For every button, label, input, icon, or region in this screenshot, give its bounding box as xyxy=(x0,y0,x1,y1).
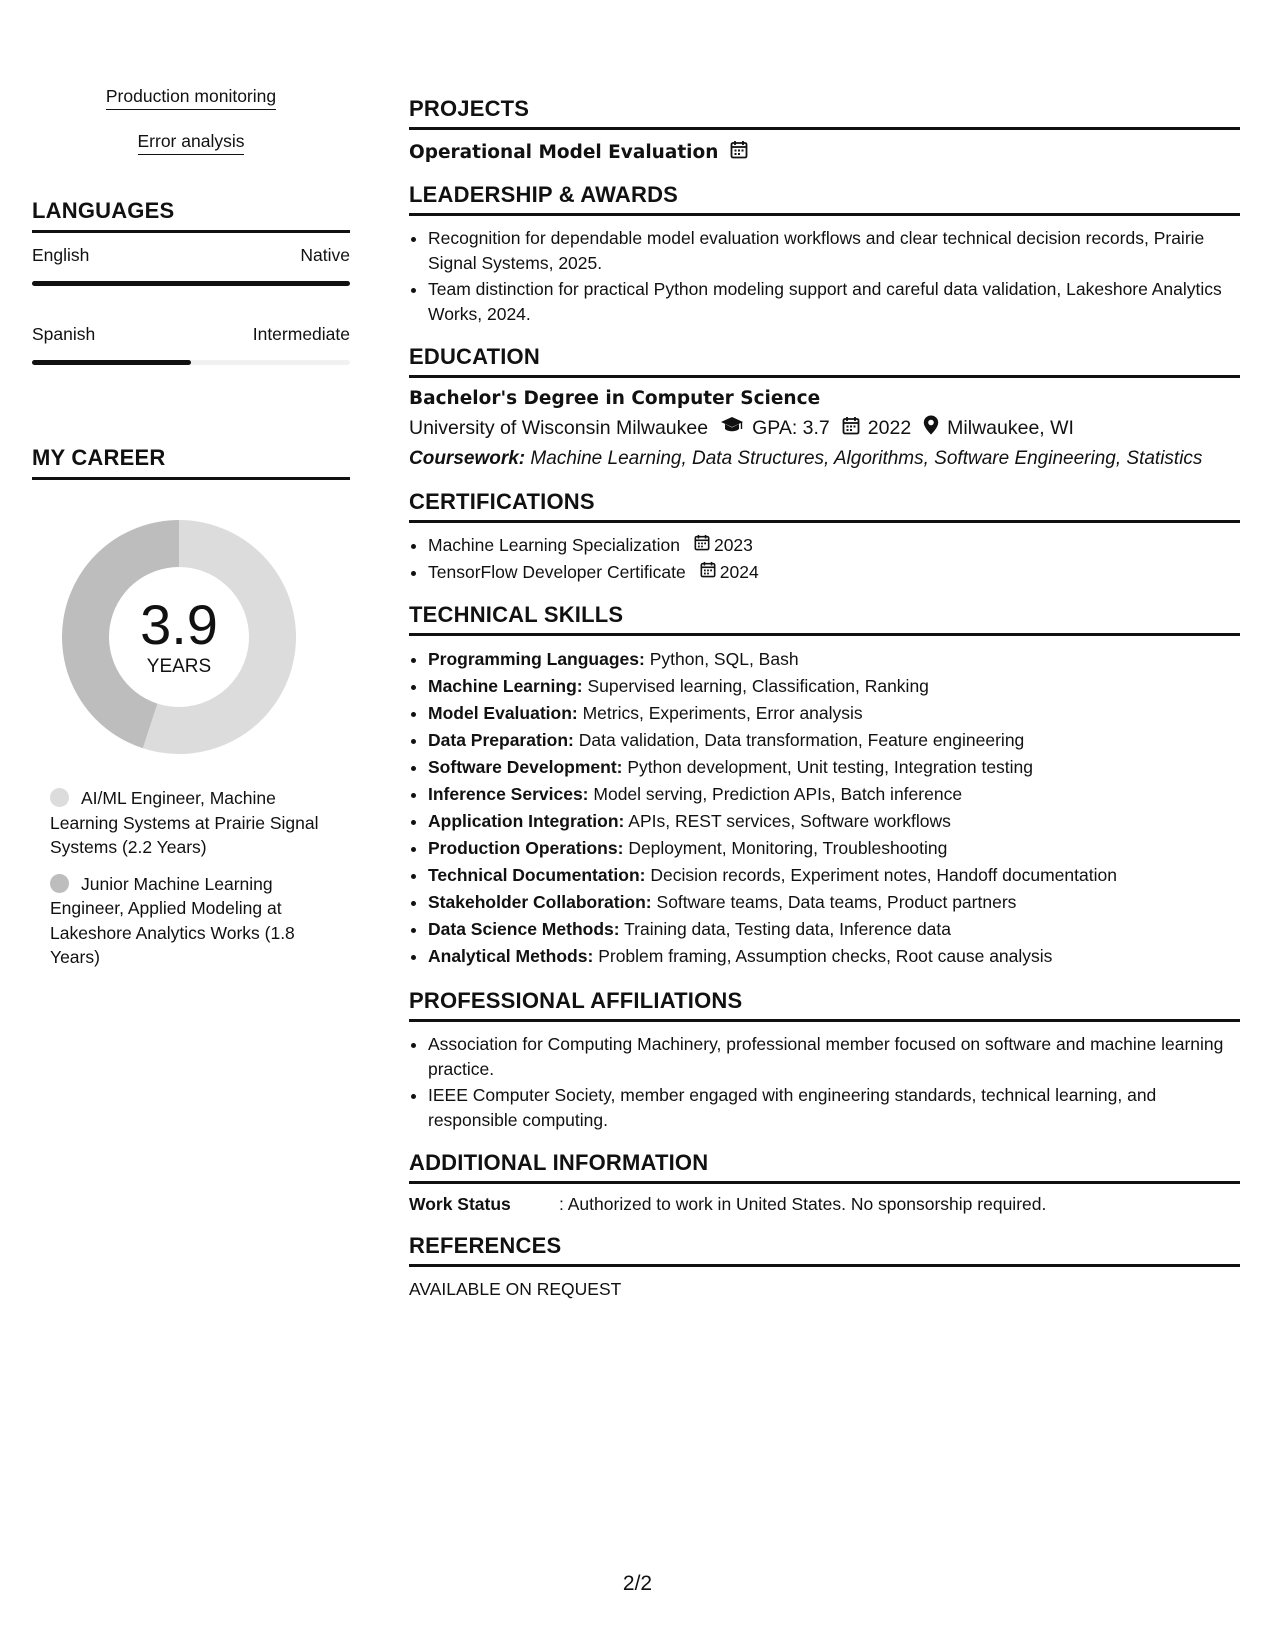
list-item xyxy=(428,916,1240,943)
skill-tags xyxy=(32,86,350,176)
skill-values: Problem framing, Assumption checks, Root cause analysis xyxy=(598,946,1053,966)
school-name: University of Wisconsin Milwaukee xyxy=(409,416,709,439)
list-item xyxy=(428,943,1240,970)
calendar-icon xyxy=(694,533,710,558)
list-item xyxy=(428,889,1240,916)
language-proficiency-fill xyxy=(32,281,350,286)
skill-values: Python, SQL, Bash xyxy=(649,649,799,669)
graduation-year: 2022 xyxy=(867,416,912,439)
additional-info-section xyxy=(409,1150,1240,1215)
coursework-label: Coursework: xyxy=(409,448,526,469)
leadership-heading: LEADERSHIP & AWARDS xyxy=(409,182,1240,216)
skill-tag: Error analysis xyxy=(138,131,245,155)
coursework-list: Machine Learning, Data Structures, Algorithms, Software Engineering, Statistics xyxy=(530,448,1203,469)
language-proficiency-fill xyxy=(32,360,191,365)
additional-info-heading: ADDITIONAL INFORMATION xyxy=(409,1150,1240,1184)
skills-list xyxy=(409,646,1240,970)
career-legend-item xyxy=(50,872,330,970)
career-heading: MY CAREER xyxy=(32,445,350,480)
certifications-heading: CERTIFICATIONS xyxy=(409,489,1240,523)
work-status-value: : Authorized to work in United States. No sponsorship required. xyxy=(559,1194,1047,1214)
education-location: Milwaukee, WI xyxy=(947,416,1074,439)
location-pin-icon xyxy=(923,415,939,441)
skill-category: Machine Learning: xyxy=(428,676,583,696)
references-section xyxy=(409,1233,1240,1300)
references-text: AVAILABLE ON REQUEST xyxy=(409,1279,622,1299)
skill-category: Programming Languages: xyxy=(428,649,645,669)
certification-year: 2023 xyxy=(713,535,753,555)
list-item xyxy=(428,533,1240,558)
skill-values: APIs, REST services, Software workflows xyxy=(628,811,951,831)
skills-heading: TECHNICAL SKILLS xyxy=(409,602,1240,636)
skill-values: Metrics, Experiments, Error analysis xyxy=(582,703,863,723)
skill-values: Training data, Testing data, Inference data xyxy=(624,919,952,939)
languages-heading: LANGUAGES xyxy=(32,198,350,233)
list-item xyxy=(428,781,1240,808)
legend-dot-icon xyxy=(50,874,69,893)
graduation-cap-icon xyxy=(720,416,744,440)
affiliations-list xyxy=(409,1032,1240,1132)
leadership-section xyxy=(409,182,1240,326)
certification-name: • Machine Learning Specialization xyxy=(428,535,680,555)
skill-values: Deployment, Monitoring, Troubleshooting xyxy=(628,838,948,858)
list-item xyxy=(428,754,1240,781)
skill-category: Analytical Methods: xyxy=(428,946,594,966)
page-number: 2/2 xyxy=(622,1572,653,1595)
skill-category: Software Development: xyxy=(428,757,623,777)
project-item xyxy=(409,140,1240,164)
list-item xyxy=(428,862,1240,889)
skill-category: Stakeholder Collaboration: xyxy=(428,892,652,912)
languages-list xyxy=(32,245,350,365)
certification-name: • TensorFlow Developer Certificate xyxy=(428,561,686,582)
references-heading: REFERENCES xyxy=(409,1233,1240,1267)
skills-section xyxy=(409,602,1240,970)
list-item: • Association for Computing Machinery, professional member focused on software and machine learning practice. xyxy=(428,1032,1240,1081)
calendar-icon xyxy=(730,140,748,164)
degree-title: Bachelor's Degree in Computer Science xyxy=(409,388,821,409)
skill-values: Supervised learning, Classification, Ranking xyxy=(587,676,929,696)
career-total-years: 3.9 xyxy=(140,593,218,656)
language-proficiency-bar xyxy=(32,360,350,365)
list-item xyxy=(428,835,1240,862)
language-item xyxy=(32,324,350,365)
skill-values: Python development, Unit testing, Integration testing xyxy=(627,757,1034,777)
language-item xyxy=(32,245,350,286)
skill-values: Software teams, Data teams, Product partners xyxy=(656,892,1017,912)
project-title: Operational Model Evaluation xyxy=(409,141,719,163)
language-proficiency-bar xyxy=(32,281,350,286)
affiliations-heading: PROFESSIONAL AFFILIATIONS xyxy=(409,988,1240,1022)
career-legend-item xyxy=(50,786,330,860)
certifications-section xyxy=(409,489,1240,584)
list-item xyxy=(428,560,1240,585)
language-name: English xyxy=(32,245,90,265)
certifications-list xyxy=(409,533,1240,584)
main-content xyxy=(409,96,1240,1318)
skill-values: Data validation, Data transformation, Feature engineering xyxy=(578,730,1025,750)
list-item xyxy=(428,727,1240,754)
calendar-icon xyxy=(842,416,860,441)
education-details xyxy=(409,415,1240,441)
coursework xyxy=(409,447,1240,471)
list-item: • Recognition for dependable model evaluation workflows and clear technical decision records, Prairie Signal Systems, 2025. xyxy=(428,226,1240,275)
skill-values: Decision records, Experiment notes, Handoff documentation xyxy=(650,865,1117,885)
skill-tag: Production monitoring xyxy=(106,86,276,110)
skill-category: Application Integration: xyxy=(428,811,625,831)
education-section xyxy=(409,344,1240,471)
list-item xyxy=(428,646,1240,673)
leadership-list xyxy=(409,226,1240,326)
work-status-row xyxy=(409,1194,1240,1215)
career-donut-chart xyxy=(56,514,302,760)
list-item: • IEEE Computer Society, member engaged with engineering standards, technical learning, and responsible computing. xyxy=(428,1083,1240,1132)
language-level: Native xyxy=(300,245,350,265)
gpa-value: GPA: 3.7 xyxy=(752,416,830,439)
calendar-icon xyxy=(700,560,716,585)
career-total-unit: YEARS xyxy=(146,656,212,677)
language-level: Intermediate xyxy=(252,324,350,344)
career-donut-center xyxy=(56,514,302,760)
list-item xyxy=(428,808,1240,835)
skill-category: Data Preparation: xyxy=(428,730,574,750)
list-item xyxy=(428,673,1240,700)
work-status-label: Work Status xyxy=(409,1194,511,1214)
skill-values: Model serving, Prediction APIs, Batch inference xyxy=(593,784,963,804)
affiliations-section xyxy=(409,988,1240,1132)
education-heading: EDUCATION xyxy=(409,344,1240,378)
career-role-label: AI/ML Engineer, Machine Learning Systems at Prairie Signal Systems (2.2 Years) xyxy=(50,788,319,857)
list-item: • Team distinction for practical Python modeling support and careful data validation, Lakeshore Analytics Works, 2024. xyxy=(428,277,1240,326)
language-name: Spanish xyxy=(32,324,96,344)
legend-dot-icon xyxy=(50,788,69,807)
sidebar xyxy=(32,86,350,982)
projects-heading: PROJECTS xyxy=(409,96,1240,130)
skill-category: Production Operations: xyxy=(428,838,624,858)
list-item xyxy=(428,700,1240,727)
projects-section xyxy=(409,96,1240,164)
skill-category: Inference Services: xyxy=(428,784,589,804)
career-legend xyxy=(50,786,330,970)
career-role-label: Junior Machine Learning Engineer, Applied Modeling at Lakeshore Analytics Works (1.8 Years) xyxy=(50,873,295,967)
skill-category: Data Science Methods: xyxy=(428,919,620,939)
skill-category: Technical Documentation: xyxy=(428,865,646,885)
certification-year: 2024 xyxy=(719,561,759,582)
skill-category: Model Evaluation: xyxy=(428,703,578,723)
